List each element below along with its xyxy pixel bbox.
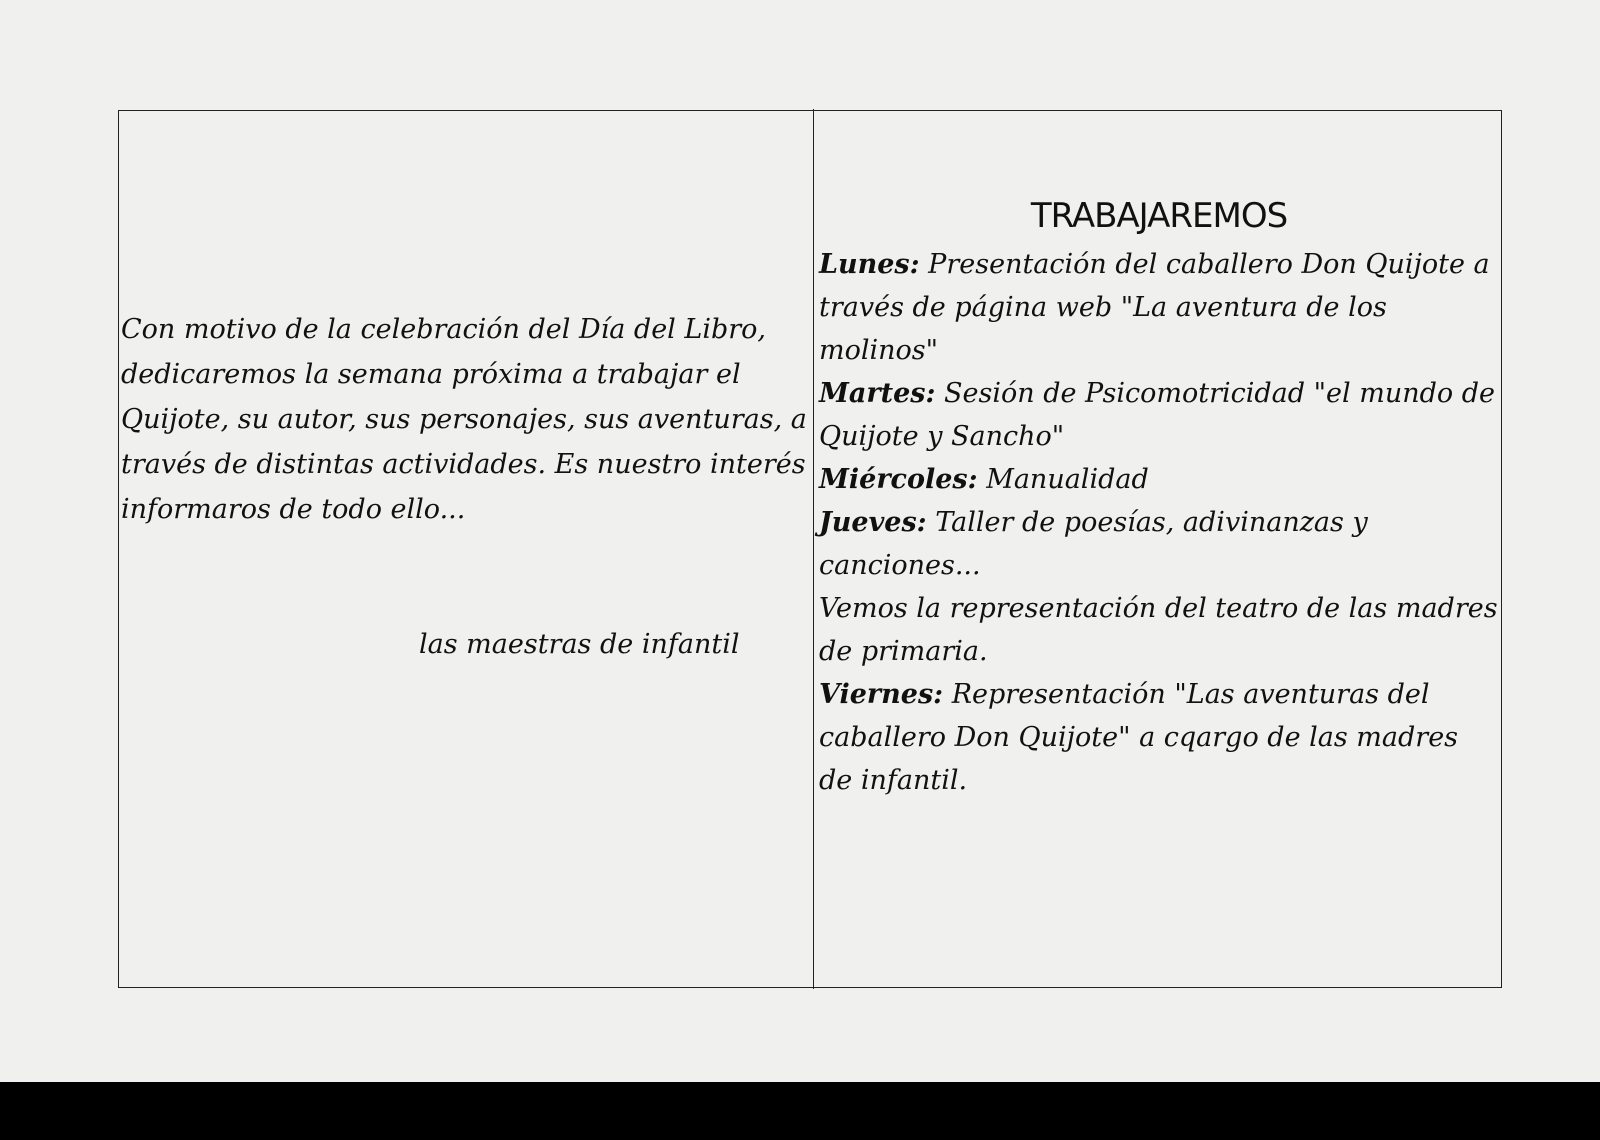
day-label: Miércoles: (819, 464, 978, 495)
day-label: Lunes: (819, 249, 920, 280)
schedule-entry-miercoles (819, 458, 1499, 501)
schedule-column (815, 191, 1499, 802)
schedule-entry-lunes (819, 243, 1499, 372)
day-label: Viernes: (819, 679, 944, 710)
intro-paragraph (119, 307, 813, 532)
schedule-entry-jueves (819, 501, 1499, 587)
entry-text: Sesión de Psicomotricidad "el mundo de Quijote y Sancho" (819, 378, 1496, 452)
entry-text: Presentación del caballero Don Quijote a través de página web "La aventura de los molinos" (819, 249, 1490, 366)
intro-text: Con motivo de la celebración del Día del Libro, dedicaremos la semana próxima a trabajar el Quijote, su autor, sus personajes, sus aventuras, a través de distintas actividades. Es nuestro interés informaros de todo ello... (121, 314, 807, 525)
column-divider (813, 109, 814, 989)
day-label: Jueves: (819, 507, 927, 538)
entry-text: Representación "Las aventuras del caballero Don Quijote" a cqargo de las madres de infantil. (819, 679, 1459, 796)
entry-text: Vemos la representación del teatro de las madres de primaria. (819, 593, 1498, 667)
entry-text: Manualidad (977, 464, 1149, 495)
schedule-entry-viernes (819, 673, 1499, 802)
notice-frame (118, 110, 1502, 988)
schedule-entry-martes (819, 372, 1499, 458)
day-label: Martes: (819, 378, 936, 409)
entry-text: Taller de poesías, adivinanzas y canciones... (819, 507, 1368, 581)
schedule-entry-jueves-note (819, 587, 1499, 673)
scan-border (0, 1082, 1600, 1140)
signature: las maestras de infantil (419, 629, 740, 660)
schedule-title: TRABAJAREMOS (1030, 196, 1288, 236)
